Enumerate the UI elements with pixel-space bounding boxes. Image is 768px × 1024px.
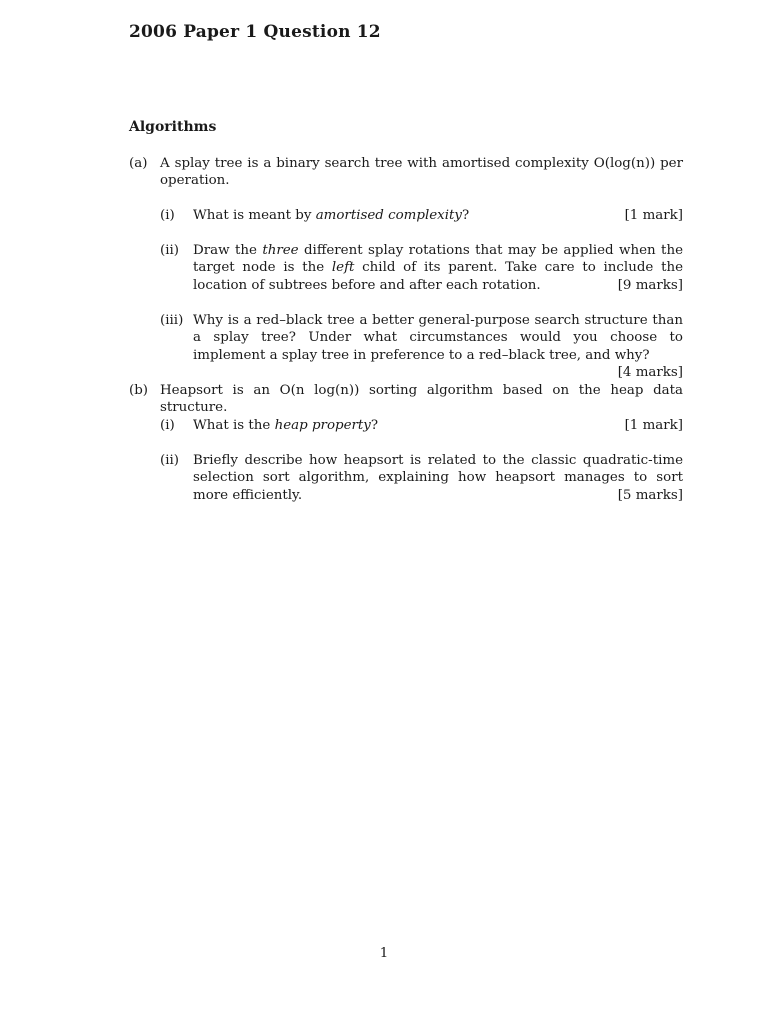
sub-label-b-i: (i) xyxy=(160,418,175,433)
question-b-i xyxy=(193,417,683,434)
question-b-i-text-1: What is the xyxy=(193,418,275,433)
question-b-ii xyxy=(193,452,683,504)
question-a-i-text-1: What is meant by xyxy=(193,208,316,223)
part-b-intro-math: O(n log(n)) xyxy=(279,383,360,398)
question-b-ii-text: Briefly describe how heapsort is related to the classic quadratic-time selection sort algorithm, explaining how heapsort manages to sort more efficiently. xyxy=(193,453,683,503)
question-a-iii xyxy=(193,312,683,381)
sub-label-a-ii: (ii) xyxy=(160,243,180,258)
sub-label-b-ii: (ii) xyxy=(160,453,180,468)
part-b-intro-text-2: sorting algorithm based on the heap data structure. xyxy=(160,383,684,416)
page-number: 1 xyxy=(379,946,389,961)
question-a-ii-text-2: different splay rotations that may be applied when the target node is the xyxy=(193,243,683,276)
sub-label-a-i: (i) xyxy=(160,208,175,223)
part-b-intro-text-1: Heapsort is an xyxy=(160,383,280,398)
question-a-iii-text: Why is a red–black tree a better general-purpose search structure than a splay tree? Under what circumstances would you choose to implement a splay tree in preference to a red–black tree, and why? xyxy=(193,313,683,363)
page-title: 2006 Paper 1 Question 12 xyxy=(129,22,381,42)
question-a-ii-text-1: Draw the xyxy=(193,243,263,258)
question-a-ii-text-3: child of its parent. Take care to include the location of subtrees before and after each rotation. xyxy=(193,260,683,293)
marks-b-i: [1 mark] xyxy=(624,418,683,433)
question-a-i xyxy=(193,207,683,224)
question-b-i-emphasis: heap property xyxy=(274,418,371,433)
marks-a-ii: [9 marks] xyxy=(617,277,683,293)
part-a-intro-math: O(log(n)) xyxy=(593,156,656,171)
marks-a-iii: [4 marks] xyxy=(617,364,683,380)
part-b-intro xyxy=(160,382,683,417)
question-a-i-emphasis: amortised complexity xyxy=(315,208,462,223)
question-b-i-text-2: ? xyxy=(370,418,379,433)
part-a-intro-text-2: per operation. xyxy=(160,156,683,189)
part-a-intro xyxy=(160,155,683,190)
section-title: Algorithms xyxy=(129,119,217,135)
question-a-i-text-2: ? xyxy=(461,208,470,223)
part-label-a: (a) xyxy=(129,156,148,171)
question-a-ii xyxy=(193,242,683,294)
part-label-b: (b) xyxy=(129,383,149,398)
sub-label-a-iii: (iii) xyxy=(160,313,184,328)
marks-b-ii: [5 marks] xyxy=(617,487,683,503)
part-a-intro-text-1: A splay tree is a binary search tree with amortised complexity xyxy=(160,156,594,171)
question-a-ii-emphasis-1: three xyxy=(262,243,299,258)
marks-a-i: [1 mark] xyxy=(624,208,683,223)
question-a-ii-emphasis-2: left xyxy=(331,260,355,276)
